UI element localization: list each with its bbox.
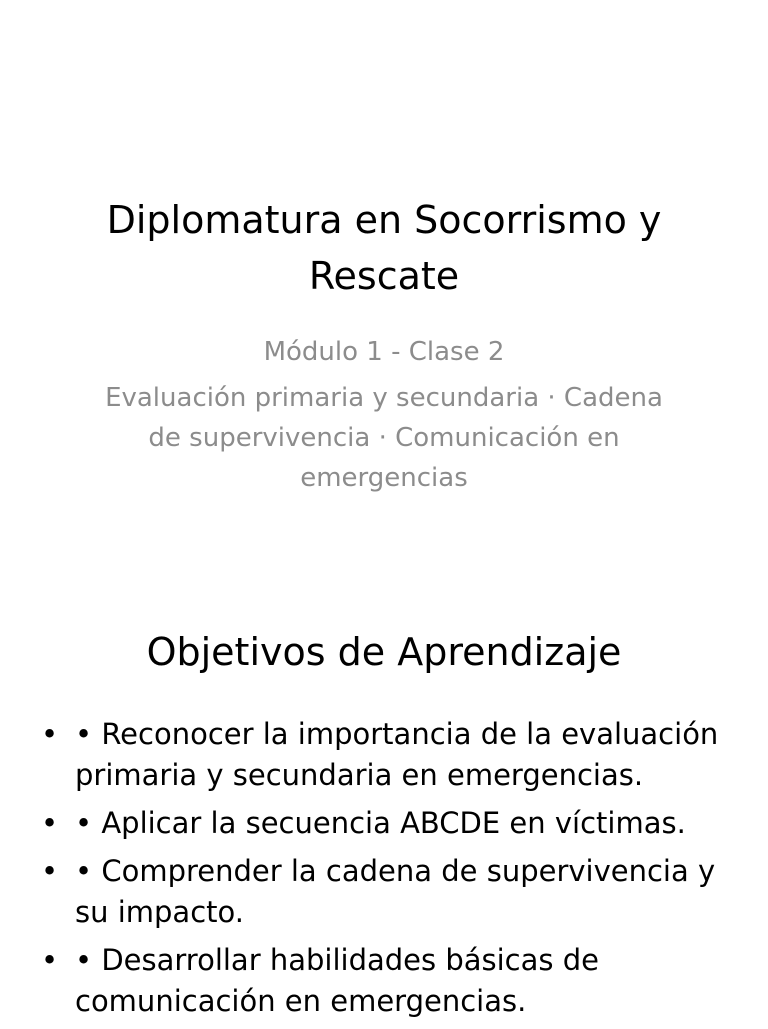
objective-text: • Desarrollar habilidades básicas de comunicación en emergencias. <box>75 943 599 1018</box>
list-item <box>38 851 738 933</box>
objective-text: • Comprender la cadena de supervivencia y su impacto. <box>75 854 716 929</box>
objective-text: • Reconocer la importancia de la evaluación primaria y secundaria en emergencias. <box>75 717 719 792</box>
bullet-icon: • <box>41 806 59 840</box>
objectives-slide <box>0 576 768 1024</box>
bullet-icon: • <box>41 854 59 888</box>
module-label: Módulo 1 - Clase 2 <box>263 337 505 367</box>
slide-subtitle <box>60 332 708 498</box>
bullet-icon: • <box>41 717 59 751</box>
objectives-title: Objetivos de Aprendizaje <box>146 630 622 674</box>
slide-title: Diplomatura en Socorrismo y Rescate <box>106 198 662 298</box>
list-item <box>38 803 738 844</box>
objectives-list <box>38 714 738 1029</box>
objective-text: • Aplicar la secuencia ABCDE en víctimas. <box>75 806 686 840</box>
bullet-icon: • <box>41 943 59 977</box>
list-item <box>38 714 738 796</box>
topics-summary: Evaluación primaria y secundaria · Cadena de supervivencia · Comunicación en emergencias <box>105 383 663 493</box>
list-item <box>38 940 738 1022</box>
